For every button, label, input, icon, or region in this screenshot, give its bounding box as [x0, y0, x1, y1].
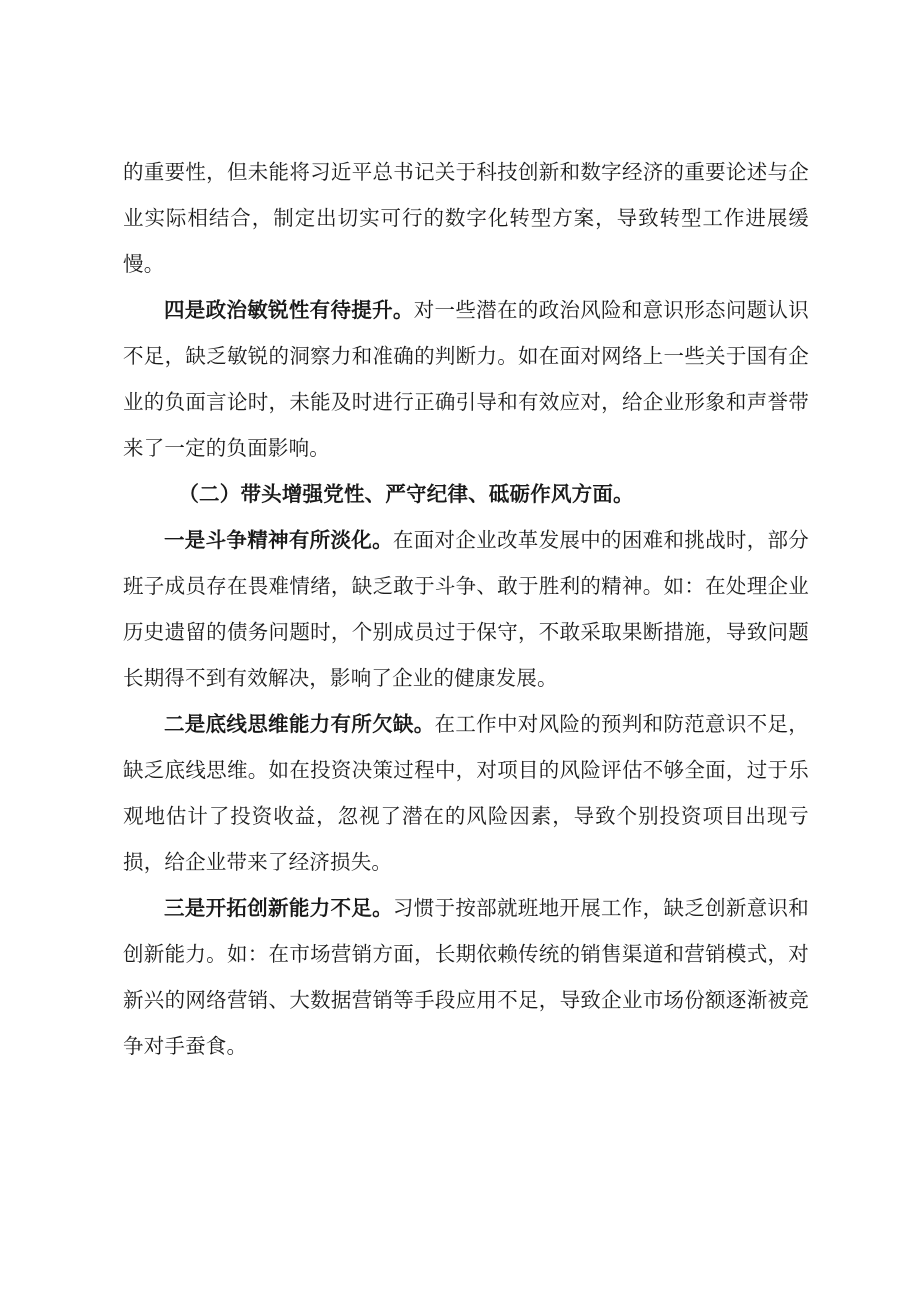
paragraph-lead: 一是斗争精神有所淡化。 [164, 528, 393, 552]
paragraph-point-four [123, 287, 809, 471]
paragraph-point-one [123, 517, 809, 701]
paragraph-lead: 四是政治敏锐性有待提升。 [164, 298, 414, 322]
paragraph-point-two [123, 701, 809, 885]
paragraph-lead: 二是底线思维能力有所欠缺。 [164, 712, 435, 736]
paragraph-continuation [123, 149, 809, 287]
section-heading-text: （二）带头增强党性、严守纪律、砥砺作风方面。 [178, 482, 634, 506]
paragraph-text: 习惯于按部就班地开展工作，缺乏创新意识和创新能力。如：在市场营销方面，长期依赖传统的销售渠道和营销模式，对新兴的网络营销、大数据营销等手段应用不足，导致企业市场份额逐渐被竞争对手蚕食。 [123, 896, 810, 1058]
paragraph-text: 在面对企业改革发展中的困难和挑战时，部分班子成员存在畏难情绪，缺乏敢于斗争、敢于胜利的精神。如：在处理企业历史遗留的债务问题时，个别成员过于保守，不敢采取果断措施，导致问题长期得不到有效解决，影响了企业的健康发展。 [123, 528, 810, 690]
paragraph-text: 在工作中对风险的预判和防范意识不足，缺乏底线思维。如在投资决策过程中，对项目的风险评估不够全面，过于乐观地估计了投资收益，忽视了潜在的风险因素，导致个别投资项目出现亏损，给企业带来了经济损失。 [123, 712, 809, 874]
paragraph-lead: 三是开拓创新能力不足。 [164, 896, 393, 920]
paragraph-text: 对一些潜在的政治风险和意识形态问题认识不足，缺乏敏锐的洞察力和准确的判断力。如在面对网络上一些关于国有企业的负面言论时，未能及时进行正确引导和有效应对，给企业形象和声誉带来了一定的负面影响。 [123, 298, 809, 460]
paragraph-text: 的重要性，但未能将习近平总书记关于科技创新和数字经济的重要论述与企业实际相结合，制定出切实可行的数字化转型方案，导致转型工作进展缓慢。 [123, 160, 809, 276]
document-body [123, 149, 809, 1069]
paragraph-point-three [123, 885, 809, 1069]
section-heading [123, 471, 809, 517]
